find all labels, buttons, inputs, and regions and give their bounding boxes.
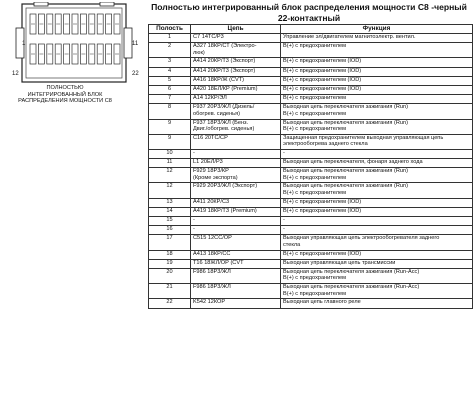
table-row (149, 85, 473, 94)
cell-circuit (191, 198, 281, 207)
cell-pin: 16 (149, 226, 191, 235)
function-line: B(+) с предохранителем (IOD) (283, 85, 362, 92)
function-line: Выходная цепь переключателя зажигания (Run) (283, 168, 409, 175)
circuit-line: - (193, 226, 195, 233)
cell-circuit (191, 259, 281, 268)
cell-function (281, 259, 473, 268)
cell-circuit (191, 149, 281, 158)
header-function: Функция (281, 25, 473, 34)
table-row (149, 235, 473, 250)
cell-circuit (191, 226, 281, 235)
circuit-line: обогрев. сиденья) (193, 110, 240, 117)
circuit-line: F986 18Р3/ЖЛ (193, 268, 231, 275)
table-row (149, 34, 473, 43)
caption-line: ИНТЕГРИРОВАННЫЙ БЛОК (27, 91, 103, 98)
cell-circuit (191, 134, 281, 149)
cell-pin: 7 (149, 95, 191, 104)
caption-line: ПОЛНОСТЬЮ (46, 85, 84, 91)
document-title: Полностью интегрированный блок распределения мощности С8 -черный (151, 2, 467, 12)
table-row (149, 134, 473, 149)
function-line: Выходная управляющая цепь электрообогревателя заднего (283, 235, 440, 242)
circuit-line: F986 18Р3/ЖЛ (193, 284, 231, 291)
cell-function (281, 119, 473, 134)
table-row (149, 104, 473, 119)
header-pin: Полость (149, 25, 191, 34)
cell-circuit (191, 183, 281, 198)
circuit-line: - (193, 217, 195, 223)
function-line: B(+) с предохранителем (283, 174, 346, 181)
cell-pin: 17 (149, 235, 191, 250)
cell-pin: 2 (149, 43, 191, 58)
function-line: Выходная управляющая цепь трансмиссии (283, 259, 396, 266)
cell-circuit (191, 217, 281, 226)
function-line: B(+) с предохранителем (IOD) (283, 250, 362, 257)
table-row (149, 226, 473, 235)
pinout-table (148, 24, 473, 309)
cell-circuit (191, 85, 281, 94)
table-row (149, 217, 473, 226)
table-row (149, 299, 473, 308)
cell-function (281, 95, 473, 104)
pin-label-11: 11 (132, 41, 139, 47)
circuit-line: А414 20КР/Т3 (Экспорт) (193, 67, 256, 74)
cell-pin: 22 (149, 299, 191, 308)
function-line: Выходная цепь переключателя, фонаря заднего хода (283, 159, 423, 166)
cell-pin: 6 (149, 85, 191, 94)
function-line: B(+) с предохранителем (IOD) (283, 67, 362, 74)
cell-circuit (191, 207, 281, 216)
cell-circuit (191, 104, 281, 119)
cell-circuit (191, 235, 281, 250)
function-line: B(+) с предохранителем (283, 189, 346, 196)
cell-circuit (191, 119, 281, 134)
table-row (149, 183, 473, 198)
circuit-line: А416 18КР/Ж (CVT) (193, 76, 245, 83)
circuit-line: L1 20ЕЛ/Р3 (193, 159, 223, 166)
pin-label-22: 22 (132, 71, 139, 77)
circuit-line: F929 20Р3/ЖЛ (Экспорт) (193, 183, 258, 190)
cell-pin: 19 (149, 259, 191, 268)
cell-function (281, 58, 473, 67)
table-row (149, 58, 473, 67)
table-row (149, 207, 473, 216)
circuit-line: C7 14TC/Р3 (193, 34, 224, 40)
circuit-line: C16 20ТС/СР (193, 134, 228, 141)
cell-circuit (191, 159, 281, 168)
cell-pin: 11 (149, 159, 191, 168)
cell-circuit (191, 268, 281, 283)
function-line: Выходная цепь главного реле (283, 299, 361, 306)
table-header-row (149, 25, 473, 34)
cell-function (281, 284, 473, 299)
table-row (149, 76, 473, 85)
cell-circuit (191, 76, 281, 85)
cell-function (281, 34, 473, 43)
function-line: B(+) с предохранителем (IOD) (283, 58, 362, 65)
cell-pin: 5 (149, 76, 191, 85)
pin-label-1: 1 (22, 41, 26, 47)
circuit-line: А14 12КР/ЭЛ (193, 95, 227, 102)
cell-pin: 18 (149, 250, 191, 259)
cell-function (281, 198, 473, 207)
function-line: Выходная цепь переключателя зажигания (Run) (283, 183, 409, 190)
function-line: B(+) с предохранителем (283, 125, 346, 132)
table-row (149, 259, 473, 268)
cell-function (281, 250, 473, 259)
function-line: B(+) с предохранителем (IOD) (283, 198, 362, 205)
cell-circuit (191, 250, 281, 259)
function-line: B(+) с предохранителем (283, 290, 346, 297)
circuit-line: А414 20КР/Т3 (Экспорт) (193, 58, 256, 65)
cell-pin: 21 (149, 284, 191, 299)
function-line: Выходная цепь переключателя зажигания (Run-Acc) (283, 284, 420, 291)
circuit-line: - (193, 149, 195, 156)
circuit-line: люк) (193, 49, 205, 56)
table-row (149, 168, 473, 183)
circuit-line: (Кроме экспорта) (193, 174, 238, 181)
function-line: - (283, 217, 285, 223)
table-row (149, 95, 473, 104)
table-row (149, 284, 473, 299)
table-row (149, 67, 473, 76)
table-row (149, 149, 473, 158)
function-line: B(+) с предохранителем (283, 275, 346, 282)
cell-pin: 12 (149, 183, 191, 198)
cell-circuit (191, 284, 281, 299)
cell-function (281, 168, 473, 183)
cell-function (281, 226, 473, 235)
function-line: B(+) с предохранителем (IOD) (283, 76, 362, 83)
function-line: Защищенная предохранителем выходная управляющая цепь (283, 134, 444, 141)
function-line: B(+) с предохранителем (283, 43, 346, 50)
circuit-line: F937 18Р3/ЖЛ (Бенз. (193, 119, 249, 126)
function-line: стекла (283, 241, 301, 248)
circuit-line: C515 12СС/ОР (193, 235, 232, 242)
function-line: электрообогрева заднего стекла (283, 141, 368, 148)
cell-circuit (191, 299, 281, 308)
table-body (149, 34, 473, 309)
cell-pin: 3 (149, 58, 191, 67)
table-row (149, 159, 473, 168)
header-circuit: Цепь (191, 25, 281, 34)
cell-pin: 12 (149, 168, 191, 183)
cell-function (281, 299, 473, 308)
function-line: Выходная цепь переключателя зажигания (Run) (283, 104, 409, 111)
function-line: Управление эл/двигателем магнитоэлектр. вентил. (283, 34, 416, 40)
cell-circuit (191, 43, 281, 58)
cell-function (281, 217, 473, 226)
cell-function (281, 183, 473, 198)
connector-cavities (30, 14, 120, 64)
function-line: B(+) с предохранителем (IOD) (283, 207, 362, 214)
cell-function (281, 104, 473, 119)
pin-label-12: 12 (12, 71, 19, 77)
cell-pin: 15 (149, 217, 191, 226)
cell-pin: 1 (149, 34, 191, 43)
cell-pin: 13 (149, 198, 191, 207)
document-subtitle: 22-контактный (277, 13, 341, 23)
circuit-line: F929 18Р3/КР (193, 168, 229, 175)
circuit-line: K542 12КОР (193, 299, 226, 306)
function-line: Выходная цепь переключателя зажигания (Run-Acc) (283, 268, 420, 275)
cell-function (281, 149, 473, 158)
table-row (149, 119, 473, 134)
circuit-line: А420 18ЕЛ/КР (Premium) (193, 85, 258, 92)
cell-function (281, 43, 473, 58)
connector-caption (2, 85, 128, 105)
circuit-line: А327 18КР/СТ (Электро- (193, 43, 257, 50)
function-line: - (283, 149, 285, 156)
cell-circuit (191, 168, 281, 183)
function-line: - (283, 226, 285, 233)
cell-circuit (191, 58, 281, 67)
cell-function (281, 268, 473, 283)
cell-circuit (191, 67, 281, 76)
circuit-line: А411 20КР/С3 (193, 198, 230, 205)
table-row (149, 268, 473, 283)
circuit-line: F937 20Р3/ЖЛ (Дизель/ (193, 104, 255, 111)
cell-function (281, 159, 473, 168)
circuit-line: А413 18КР/СС (193, 250, 231, 257)
cell-function (281, 207, 473, 216)
cell-pin: 8 (149, 104, 191, 119)
cell-function (281, 67, 473, 76)
function-line: B(+) с предохранителем (283, 95, 346, 102)
cell-pin: 9 (149, 119, 191, 134)
cell-function (281, 134, 473, 149)
cell-circuit (191, 95, 281, 104)
circuit-line: Т16 18ЖЛ/ОР (CVT (193, 259, 244, 266)
function-line: Выходная цепь переключателя зажигания (Run) (283, 119, 409, 126)
table-row (149, 198, 473, 207)
cell-circuit (191, 34, 281, 43)
circuit-line: А419 18КР/ТЗ (Premium) (193, 207, 257, 214)
cell-pin: 14 (149, 207, 191, 216)
cell-function (281, 85, 473, 94)
cell-pin: 10 (149, 149, 191, 158)
cell-function (281, 235, 473, 250)
caption-line: РАСПРЕДЕЛЕНИЯ МОЩНОСТИ С8 (18, 98, 112, 104)
function-line: B(+) с предохранителем (283, 110, 346, 117)
cell-pin: 4 (149, 67, 191, 76)
circuit-line: Двиг./обогрев. сиденья) (193, 125, 255, 132)
cell-pin: 20 (149, 268, 191, 283)
cell-pin: 9 (149, 134, 191, 149)
cell-function (281, 76, 473, 85)
table-row (149, 43, 473, 58)
table-row (149, 250, 473, 259)
connector-panel (0, 0, 146, 409)
